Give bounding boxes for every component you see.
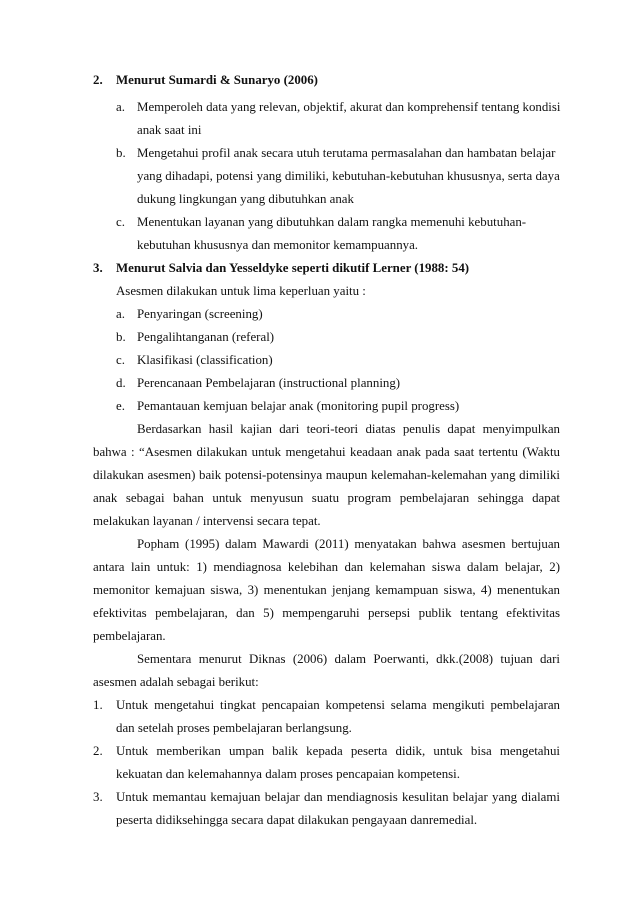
- section-number: 3.: [93, 261, 103, 275]
- list-item: Perencanaan Pembelajaran (instructional planning): [137, 376, 401, 390]
- list-number: 2.: [93, 744, 103, 758]
- section-heading: Menurut Salvia dan Yesseldyke seperti dikutif Lerner (1988: 54): [116, 261, 470, 275]
- list-letter: d.: [116, 376, 126, 390]
- list-letter: a.: [116, 100, 125, 114]
- list-item: Penyaringan (screening): [137, 307, 263, 321]
- paragraph-line: melakukan layanan / intervensi secara tepat.: [93, 514, 321, 528]
- paragraph-line: Sementara menurut Diknas (2006) dalam Poerwanti, dkk.(2008) tujuan dari: [137, 652, 560, 666]
- list-letter: b.: [116, 330, 126, 344]
- paragraph-line: anak sebagai bahan untuk menyusun suatu program pembelajaran sehingga dapat: [93, 491, 560, 505]
- paragraph-line: Berdasarkan hasil kajian dari teori-teori diatas penulis dapat menyimpulkan: [137, 422, 560, 436]
- list-item-line: dukung lingkungan yang dibutuhkan anak: [137, 192, 354, 206]
- list-item-line: kebutuhan khususnya dan memonitor kemampuannya.: [137, 238, 419, 252]
- paragraph-line: memonitor kemajuan siswa, 3) menentukan jenjang kemampuan siswa, 4) menentukan: [93, 583, 560, 597]
- section-heading: Menurut Sumardi & Sunaryo (2006): [116, 73, 318, 87]
- list-item: Pemantauan kemjuan belajar anak (monitoring pupil progress): [137, 399, 460, 413]
- list-letter: a.: [116, 307, 125, 321]
- list-number: 3.: [93, 790, 103, 804]
- list-item-line: Untuk memantau kemajuan belajar dan mendiagnosis kesulitan belajar yang dialami: [116, 790, 560, 804]
- list-item: Pengalihtanganan (referal): [137, 330, 275, 344]
- list-letter: c.: [116, 353, 125, 367]
- list-item-line: yang dihadapi, potensi yang dimiliki, kebutuhan-kebutuhan khususnya, serta daya: [137, 169, 560, 183]
- paragraph-line: Popham (1995) dalam Mawardi (2011) menyatakan bahwa asesmen bertujuan: [137, 537, 560, 551]
- paragraph-line: asesmen adalah sebagai berikut:: [93, 675, 259, 689]
- list-item: Klasifikasi (classification): [137, 353, 273, 367]
- list-letter: c.: [116, 215, 125, 229]
- paragraph-line: efektivitas pembelajaran, dan 5) mempengaruhi persepsi publik tentang efektivitas: [93, 606, 560, 620]
- list-item-line: Memperoleh data yang relevan, objektif, akurat dan komprehensif tentang kondisi: [137, 100, 561, 114]
- paragraph-line: antara lain untuk: 1) mendiagnosa kelebihan dan kelemahan siswa dalam belajar, 2): [93, 560, 560, 574]
- paragraph-line: pembelajaran.: [93, 629, 166, 643]
- list-letter: b.: [116, 146, 126, 160]
- list-item-line: Mengetahui profil anak secara utuh terutama permasalahan dan hambatan belajar: [137, 146, 556, 160]
- list-letter: e.: [116, 399, 125, 413]
- list-item-line: Untuk mengetahui tingkat pencapaian kompetensi selama mengikuti pembelajaran: [116, 698, 560, 712]
- section-number: 2.: [93, 73, 103, 87]
- section-intro: Asesmen dilakukan untuk lima keperluan yaitu :: [116, 284, 366, 298]
- list-item-line: kekuatan dan kelemahannya dalam proses pencapaian kompetensi.: [116, 767, 460, 781]
- list-item-line: Menentukan layanan yang dibutuhkan dalam rangka memenuhi kebutuhan-: [137, 215, 527, 229]
- list-number: 1.: [93, 698, 103, 712]
- list-item-line: dan setelah proses pembelajaran berlangsung.: [116, 721, 352, 735]
- paragraph-line: dilakukan asesmen) baik potensi-potensinya maupun kelemahan-kelemahan yang dimiliki: [93, 468, 560, 482]
- list-item-line: Untuk memberikan umpan balik kepada peserta didik, untuk bisa mengetahui: [116, 744, 560, 758]
- list-item-line: peserta didiksehingga secara dapat dilakukan pengayaan danremedial.: [116, 813, 478, 827]
- paragraph-line: bahwa : “Asesmen dilakukan untuk mengetahui keadaan anak pada saat tertentu (Waktu: [93, 445, 560, 459]
- list-item-line: anak saat ini: [137, 123, 202, 137]
